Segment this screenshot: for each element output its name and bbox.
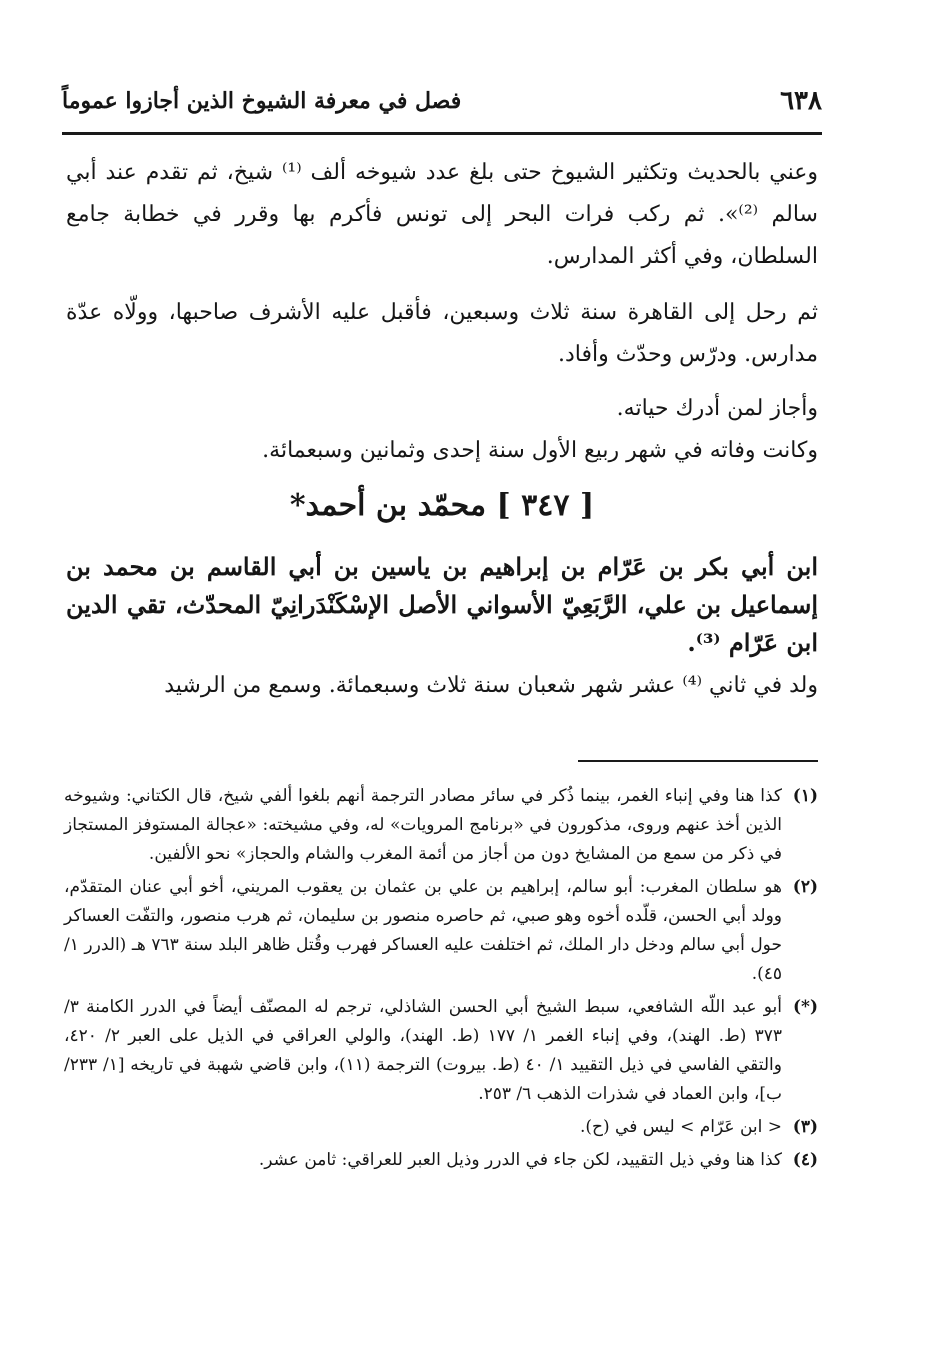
footnote-marker: (٢) [792, 877, 818, 897]
footnote-divider [578, 760, 818, 762]
footnote-marker: (١) [792, 786, 818, 806]
main-text [66, 152, 818, 472]
footnote-text: < ابن عَرّام > ليس في (ح). [580, 1117, 782, 1137]
footnotes [64, 782, 818, 1179]
paragraph-2: ثم رحل إلى القاهرة سنة ثلاث وسبعين، فأقبل عليه الأشرف صاحبها، وولّاه عدّة مدارس. ودرّس وحدّث وأفاد. [66, 300, 818, 367]
footnote-3 [64, 1113, 818, 1142]
footnote-marker: (٤) [792, 1150, 818, 1170]
paragraph-4: وكانت وفاته في شهر ربيع الأول سنة إحدى وثمانين وسبعمائة. [262, 438, 818, 463]
running-title: فصل في معرفة الشيوخ الذين أجازوا عموماً [62, 88, 462, 114]
footnote-marker: (*) [793, 997, 818, 1017]
paragraph-1: وعني بالحديث وتكثير الشيوخ حتى بلغ عدد شيوخه ألف ⁽¹⁾ شيخ، ثم تقدم عند أبي سالم ⁽²⁾». ثم ركب فرات البحر إلى تونس فأكرم بها وقرر في خطابة جامع السلطان، وفي أكثر المدارس. [66, 160, 818, 269]
footnote-star [64, 993, 818, 1109]
footnote-4 [64, 1146, 818, 1175]
entry-title: [ ٣٤٧ ] محمّد بن أحمد* [289, 488, 595, 523]
page-number: ٦٣٨ [780, 86, 822, 116]
entry-lineage: ابن أبي بكر بن عَرّام بن إبراهيم بن ياسين بن أبي القاسم بن محمد بن إسماعيل بن علي، الرَّبَعِيّ الأسواني الأصل الإسْكَنْدَرانِيّ المحدّث، تقي الدين ابن عَرّام ⁽³⁾. [66, 552, 818, 657]
footnote-1 [64, 782, 818, 869]
header-divider [62, 132, 822, 135]
paragraph-3: وأجاز لمن أدرك حياته. [616, 396, 818, 421]
entry-birth-paragraph: ولد في ثاني ⁽⁴⁾ عشر شهر شعبان سنة ثلاث وسبعمائة. وسمع من الرشيد [164, 673, 818, 698]
footnote-text: هو سلطان المغرب: أبو سالم، إبراهيم بن علي بن عثمان بن يعقوب المريني، أخو أبي عنان المتقدّم، وولد أبي الحسن، قلّده أخوه وهو صبي، ثم حاصره منصور بن سليمان، ثم هرب منصور، والتفّت العساكر حول أبي سالم ودخل دار الملك، ثم اختلفت عليه العساكر فهرب وقُتل ظاهر البلد سنة ٧٦٣ هـ (الدرر ١/ ٤٥). [64, 877, 782, 984]
footnote-text: أبو عبد اللّه الشافعي، سبط الشيخ أبي الحسن الشاذلي، ترجم له المصنّف أيضاً في الدرر الكامنة ٣/ ٣٧٣ (ط. الهند)، وفي إنباء الغمر ١/ ١٧٧ (ط. الهند)، والولي العراقي في الذيل على العبر ٢/ ٤٢٠، والتقي الفاسي في ذيل التقييد ١/ ٤٠ (ط. بيروت) الترجمة (١١)، وابن قاضي شهبة في تاريخه [١/ ٢٣٣/ب]، وابن العماد في شذرات الذهب ٦/ ٢٥٣. [64, 997, 782, 1104]
footnote-marker: (٣) [792, 1117, 818, 1137]
page-header [62, 82, 822, 122]
footnote-text: كذا هنا وفي ذيل التقييد، لكن جاء في الدرر وذيل العبر للعراقي: ثامن عشر. [258, 1150, 782, 1170]
footnote-text: كذا هنا وفي إنباء الغمر، بينما ذُكر في سائر مصادر الترجمة أنهم بلغوا ألفي شيخ، قال الكتاني: وشيوخه الذين أخذ عنهم وروى، مذكورون في «برنامج المرويات» له، وفي مشيخته: «عجالة المستوفز المستجاز في ذكر من سمع من المشايخ دون من أجاز من أئمة المغرب والشام والحجاز» نحو الألفين. [64, 786, 782, 864]
footnote-2 [64, 873, 818, 989]
